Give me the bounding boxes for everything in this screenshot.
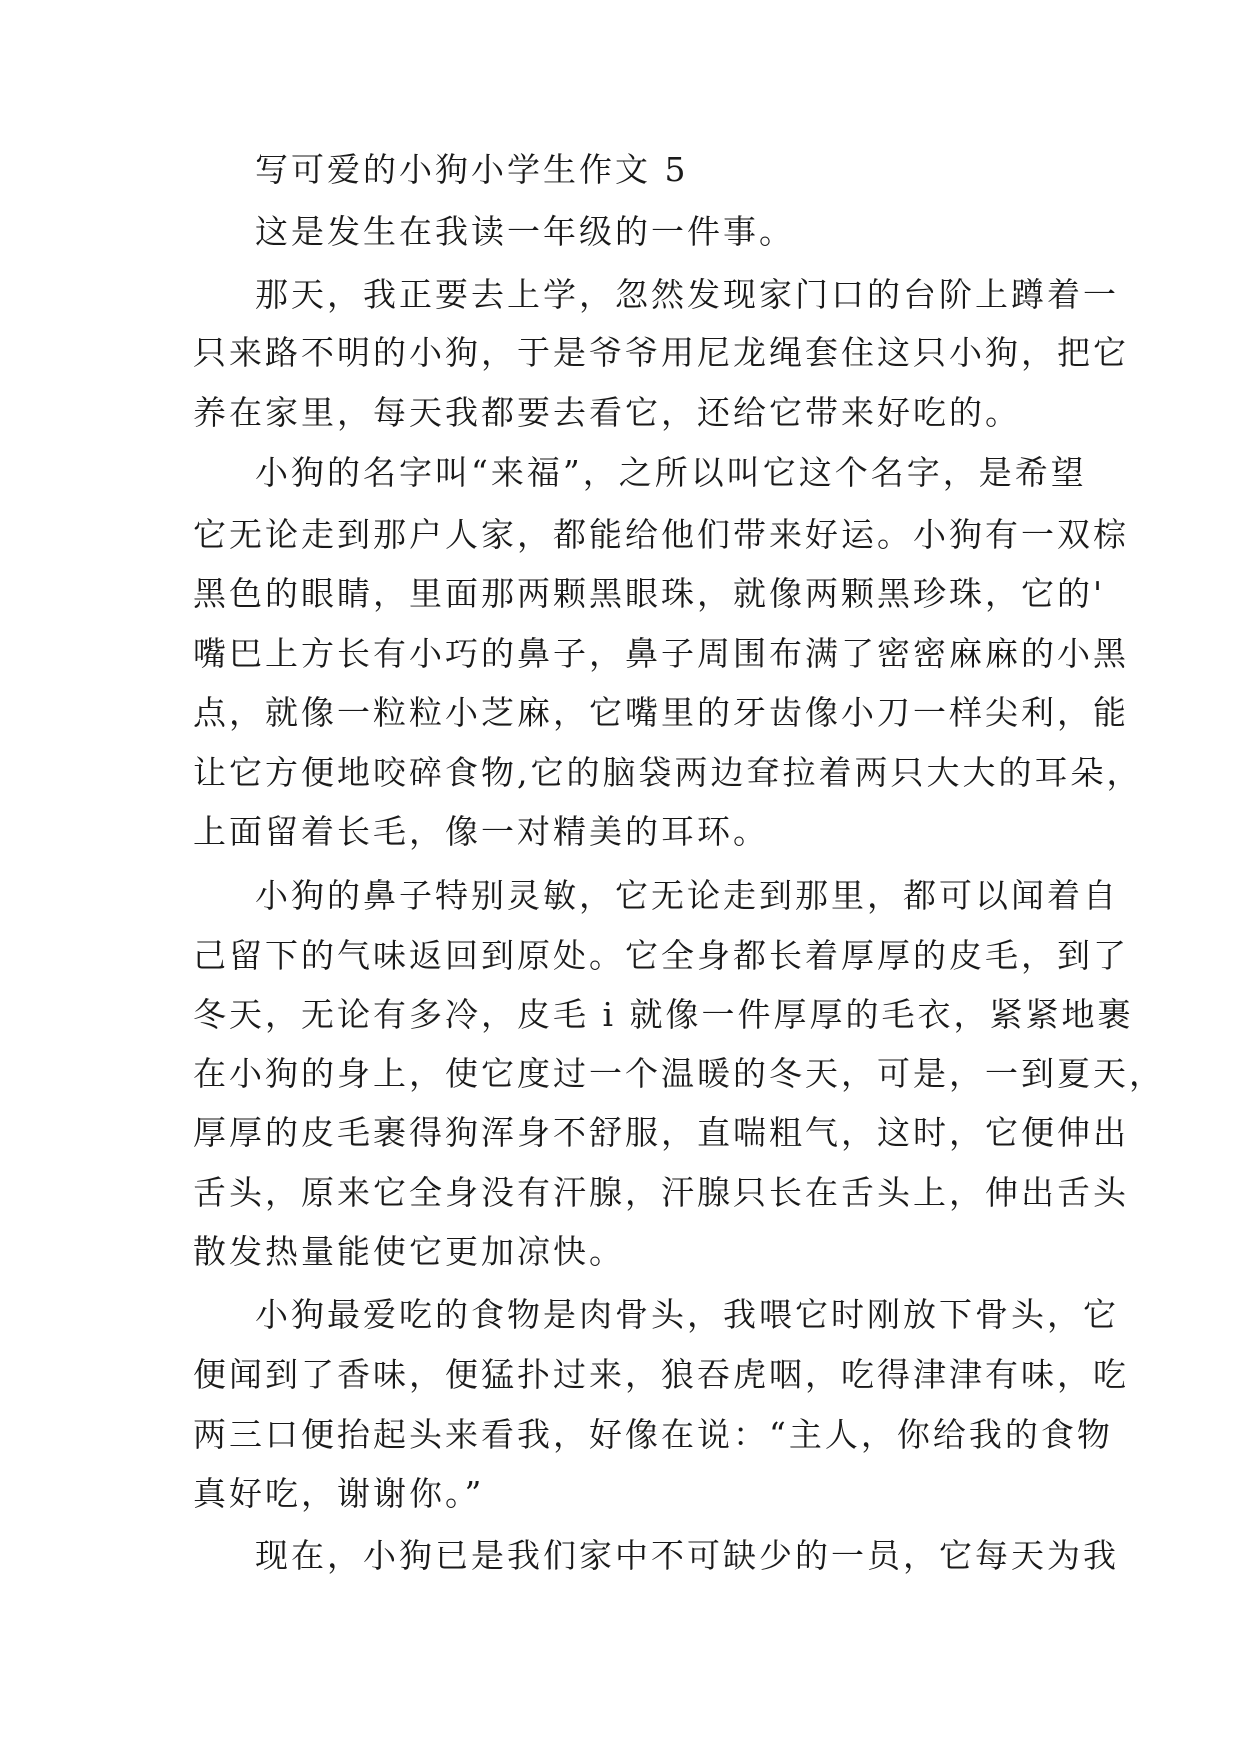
- text-line: 现在，小狗已是我们家中不可缺少的一员，它每天为我: [255, 1536, 1119, 1575]
- text-line: 真好吃，谢谢你。”: [193, 1474, 485, 1513]
- text-line: 厚厚的皮毛裹得狗浑身不舒服，直喘粗气，这时，它便伸出: [193, 1113, 1129, 1152]
- text-line: 冬天，无论有多冷，皮毛 i 就像一件厚厚的毛衣，紧紧地裹: [193, 995, 1134, 1034]
- text-line: 两三口便抬起头来看我，好像在说：“主人，你给我的食物: [193, 1415, 1113, 1454]
- text-line: 那天，我正要去上学，忽然发现家门口的台阶上蹲着一: [255, 275, 1119, 314]
- text-line: 嘴巴上方长有小巧的鼻子，鼻子周围布满了密密麻麻的小黑: [193, 634, 1129, 673]
- text-line: 让它方便地咬碎食物,它的脑袋两边耷拉着两只大大的耳朵，: [193, 753, 1143, 792]
- text-line: 只来路不明的小狗，于是爷爷用尼龙绳套住这只小狗，把它: [193, 333, 1129, 372]
- document-title: 写可爱的小狗小学生作文 5: [255, 150, 689, 189]
- text-line: 小狗的名字叫“来福”，之所以叫它这个名字，是希望: [255, 453, 1087, 492]
- text-line: 小狗的鼻子特别灵敏，它无论走到那里，都可以闻着自: [255, 876, 1119, 915]
- text-line: 这是发生在我读一年级的一件事。: [255, 212, 795, 251]
- text-line: 便闻到了香味，便猛扑过来，狼吞虎咽，吃得津津有味，吃: [193, 1355, 1129, 1394]
- text-line: 上面留着长毛，像一对精美的耳环。: [193, 812, 769, 851]
- text-line: 养在家里，每天我都要去看它，还给它带来好吃的。: [193, 393, 1021, 432]
- text-line: 在小狗的身上，使它度过一个温暖的冬天，可是，一到夏天，: [193, 1054, 1165, 1093]
- text-line: 散发热量能使它更加凉快。: [193, 1232, 625, 1271]
- text-line: 黑色的眼睛，里面那两颗黑眼珠，就像两颗黑珍珠，它的': [193, 574, 1106, 613]
- text-line: 舌头，原来它全身没有汗腺，汗腺只长在舌头上，伸出舌头: [193, 1173, 1129, 1212]
- text-line: 己留下的气味返回到原处。它全身都长着厚厚的皮毛，到了: [193, 936, 1129, 975]
- text-line: 点，就像一粒粒小芝麻，它嘴里的牙齿像小刀一样尖利，能: [193, 693, 1129, 732]
- text-line: 它无论走到那户人家，都能给他们带来好运。小狗有一双棕: [193, 515, 1129, 554]
- text-line: 小狗最爱吃的食物是肉骨头，我喂它时刚放下骨头，它: [255, 1295, 1119, 1334]
